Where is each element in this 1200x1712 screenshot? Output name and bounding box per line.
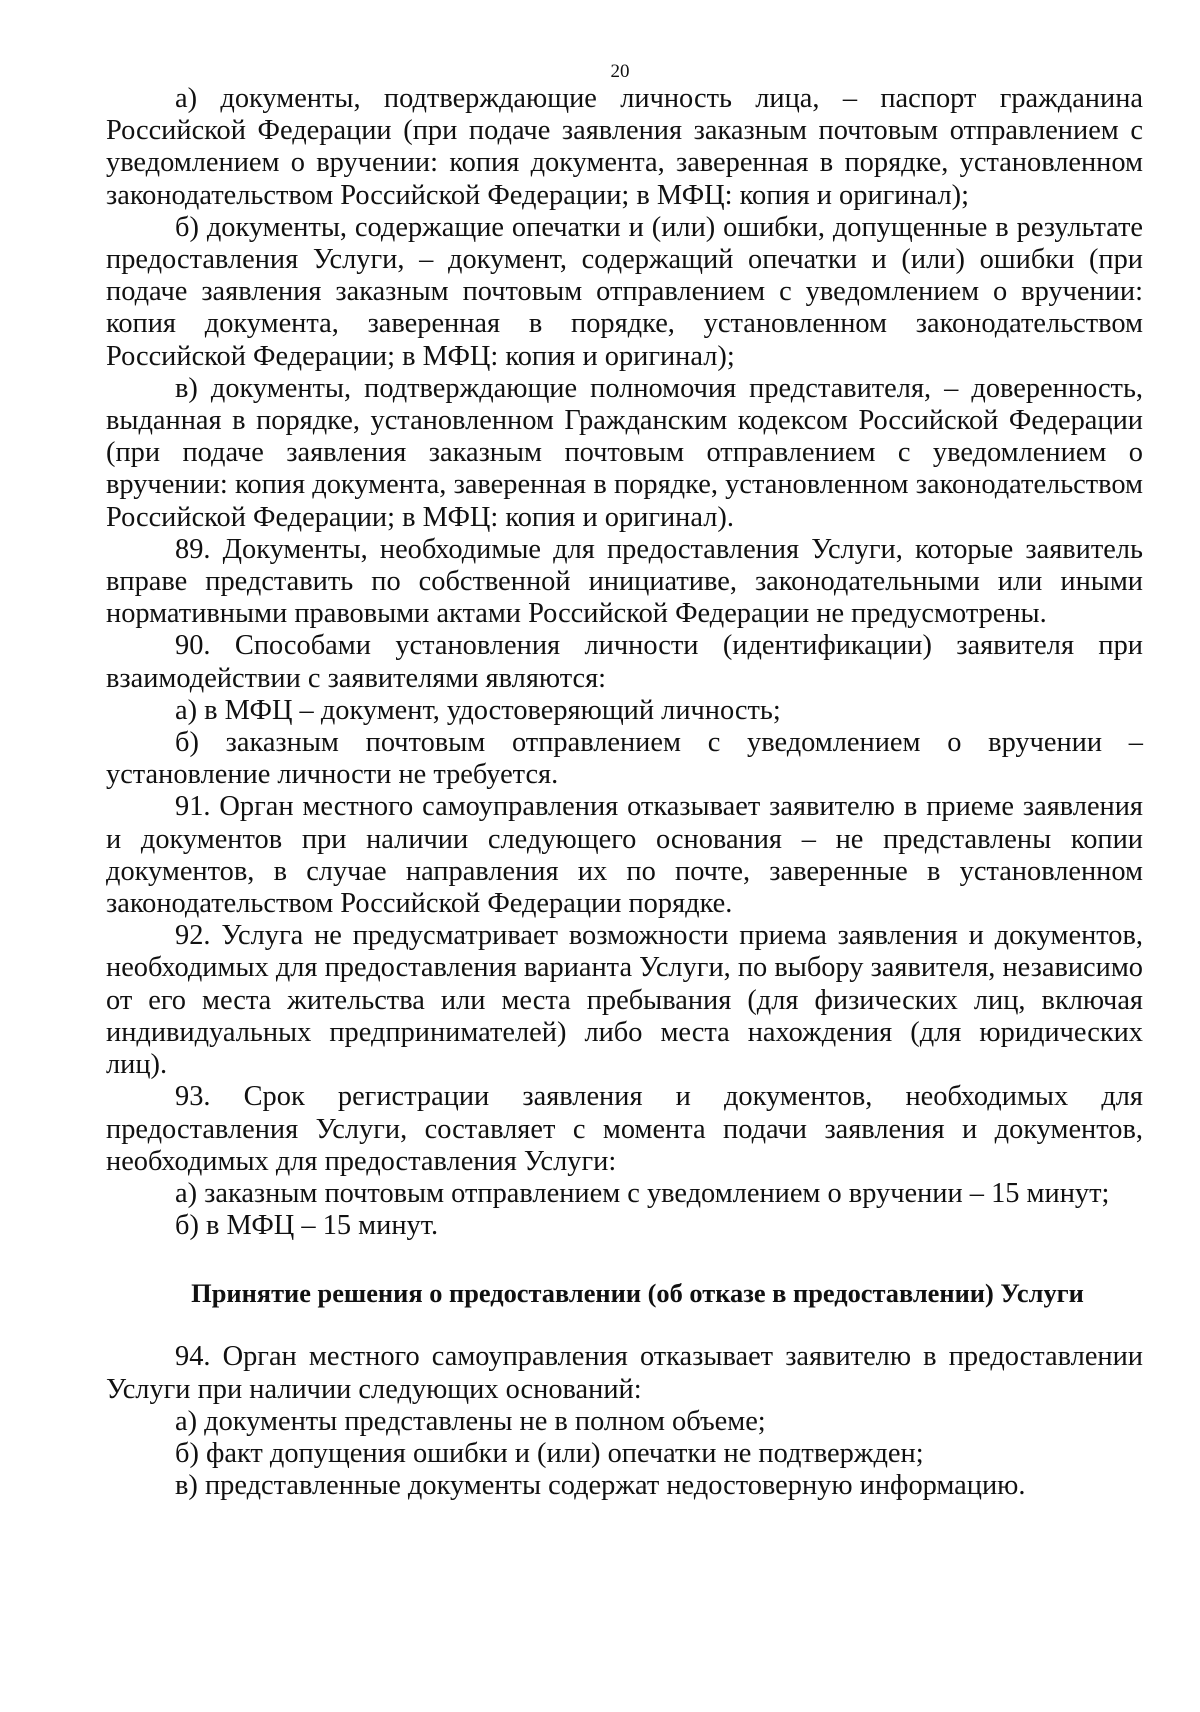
paragraph-93a: а) заказным почтовым отправлением с уведомлением о вручении – 15 минут; — [175, 1177, 1110, 1209]
paragraph-89: 89. Документы, необходимые для предоставления Услуги, которые заявитель вправе представить по собственной инициативе, законодательными или иными нормативными правовыми актами Российской Федерации не предусмотрены. — [106, 533, 1143, 630]
paragraph-92: 92. Услуга не предусматривает возможности приема заявления и документов, необходимых для предоставления варианта Услуги, по выбору заявителя, независимо от его места жительства или места пребывания (для физических лиц, включая индивидуальных предпринимателей) либо места нахождения (для юридических лиц). — [106, 920, 1143, 1081]
paragraph-94b: б) факт допущения ошибки и (или) опечатки не подтвержден; — [175, 1437, 924, 1469]
paragraph-90: 90. Способами установления личности (идентификации) заявителя при взаимодействии с заявителями являются: — [106, 630, 1143, 694]
paragraph-88b: б) документы, содержащие опечатки и (или) ошибки, допущенные в результате предоставления Услуги, – документ, содержащий опечатки и (или) ошибки (при подаче заявления заказным почтовым отправлением с уведомлением о вручении: копия документа, заверенная в порядке, установленном законодательством Российской Федерации; в МФЦ: копия и оригинал); — [106, 211, 1143, 372]
document-body — [106, 83, 1143, 1502]
page-number: 20 — [610, 61, 630, 82]
paragraph-88c: в) документы, подтверждающие полномочия представителя, – доверенность, выданная в порядке, установленном Гражданским кодексом Российской Федерации (при подаче заявления заказным почтовым отправлением с уведомлением о вручении: копия документа, заверенная в порядке, установленном законодательством Российской Федерации; в МФЦ: копия и оригинал). — [106, 372, 1143, 533]
paragraph-91: 91. Орган местного самоуправления отказывает заявителю в приеме заявления и документов при наличии следующего основания – не представлены копии документов, в случае направления их по почте, заверенные в установленном законодательством Российской Федерации порядке. — [106, 791, 1143, 920]
paragraph-93b: б) в МФЦ – 15 минут. — [175, 1210, 439, 1242]
paragraph-94a: а) документы представлены не в полном объеме; — [175, 1405, 766, 1437]
paragraph-94c: в) представленные документы содержат недостоверную информацию. — [175, 1470, 1026, 1502]
paragraph-88a: а) документы, подтверждающие личность лица, – паспорт гражданина Российской Федерации (при подаче заявления заказным почтовым отправлением с уведомлением о вручении: копия документа, заверенная в порядке, установленном законодательством Российской Федерации; в МФЦ: копия и оригинал); — [106, 83, 1143, 211]
paragraph-90a: а) в МФЦ – документ, удостоверяющий личность; — [175, 694, 781, 726]
section-heading: Принятие решения о предоставлении (об отказе в предоставлении) Услуги — [191, 1278, 1084, 1309]
paragraph-90b: б) заказным почтовым отправлением с уведомлением о вручении – установление личности не требуется. — [106, 727, 1143, 791]
paragraph-93: 93. Срок регистрации заявления и документов, необходимых для предоставления Услуги, составляет с момента подачи заявления и документов, необходимых для предоставления Услуги: — [106, 1081, 1143, 1177]
paragraph-94: 94. Орган местного самоуправления отказывает заявителю в предоставлении Услуги при наличии следующих оснований: — [106, 1341, 1143, 1405]
